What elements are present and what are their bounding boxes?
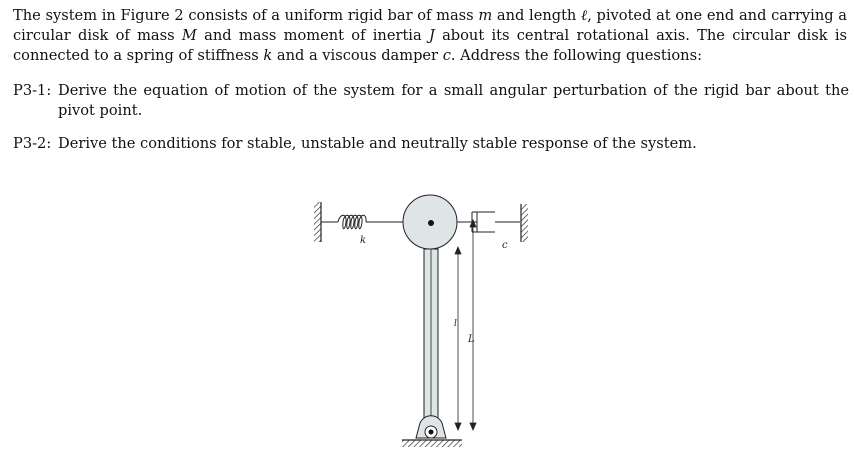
disk-center-dot [428,220,434,226]
intro-text-4: and mass moment of inertia [196,27,429,44]
total-length-label: L [468,334,475,345]
var-M: M [181,27,197,44]
bar-length-label: l [454,319,457,329]
left-wall [314,202,321,242]
var-J: J [428,27,435,44]
var-ell: ℓ [581,7,588,24]
spring-label: k [360,235,367,246]
intro-text-5: about its central rotational axis. The circular disk is connected to a spring of stiffness [13,27,847,64]
intro-text-1: The system in Figure 2 consists of a uniform rigid bar of mass [13,7,479,24]
spring [321,215,403,229]
question-p3-2 [13,134,849,154]
damper [457,212,520,232]
var-c: c [442,47,451,64]
damper-label: c [502,240,508,251]
problem-statement [13,6,847,66]
question-text: Derive the equation of motion of the system for a small angular perturbation of the rigid bar about the pivot point. [58,82,849,119]
intro-text-7: . Address the following questions: [450,47,702,64]
question-id: P3-1: [13,82,52,99]
intro-text-2: and length [492,7,582,24]
intro-text-6: and a viscous damper [272,47,443,64]
var-m: m [478,7,493,24]
var-k: k [263,47,273,64]
question-p3-1 [13,81,849,121]
question-id: P3-2: [13,135,52,152]
total-length-dimension [470,220,476,430]
pivot-support [402,416,462,447]
bar-length-dimension [455,247,461,430]
right-wall [521,204,528,242]
system-figure [290,180,580,470]
intro-text-3: , pivoted at one end and carrying a circular disk of mass [13,7,847,44]
figure-diagram [290,180,580,470]
question-text: Derive the conditions for stable, unstable and neutrally stable response of the system. [58,135,697,152]
